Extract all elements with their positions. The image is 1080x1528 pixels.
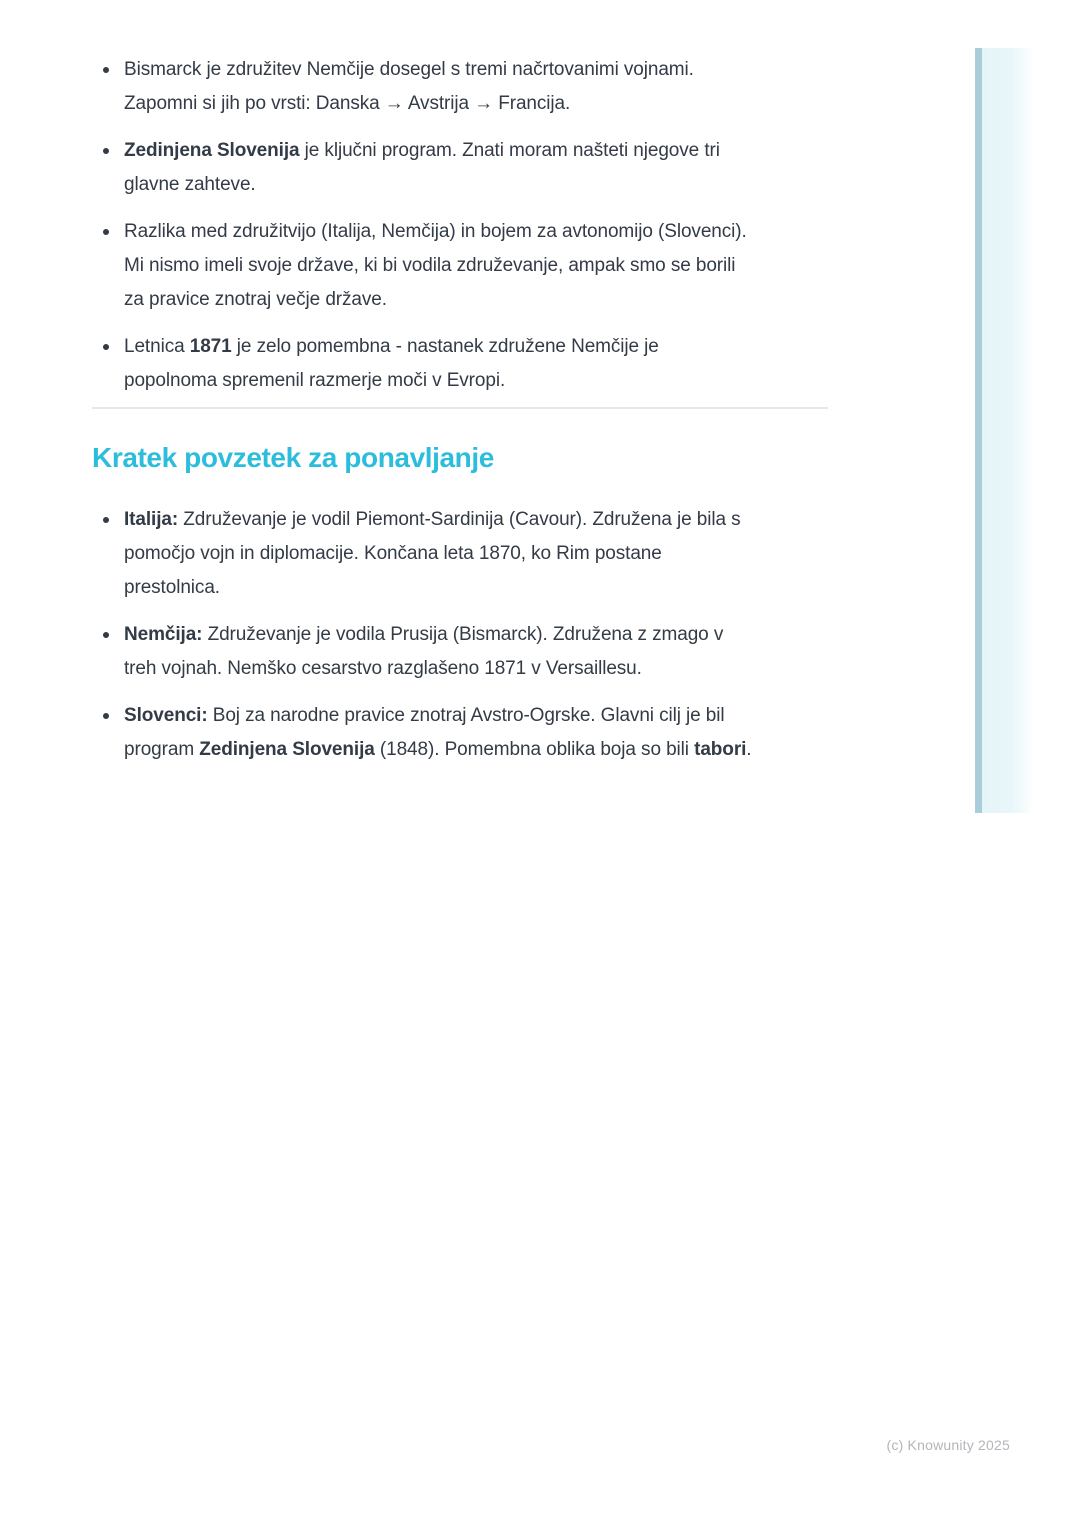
text-line xyxy=(124,652,832,686)
list-item xyxy=(92,330,832,398)
text-line xyxy=(124,283,832,317)
bold-text-segment: Italija: xyxy=(124,509,179,530)
summary-heading: Kratek povzetek za ponavljanje xyxy=(92,442,494,473)
list-item xyxy=(92,134,832,202)
summary-list xyxy=(92,503,832,767)
text-segment: (1848). Pomembna oblika boja so bili xyxy=(374,739,695,760)
list-item xyxy=(92,215,832,317)
text-line xyxy=(124,699,832,733)
text-line xyxy=(124,168,832,202)
text-segment: Zapomni si jih po vrsti: Danska → Avstrija → Francija. xyxy=(124,93,571,114)
text-line xyxy=(124,215,832,249)
text-segment: je ključni program. Znati moram našteti njegove tri xyxy=(299,140,720,161)
side-accent-line xyxy=(975,48,982,813)
text-segment: Razlika med združitvijo (Italija, Nemčija) in bojem za avtonomijo (Slovenci). xyxy=(124,221,747,242)
text-line xyxy=(124,733,832,767)
text-segment: . xyxy=(746,739,752,760)
bold-text-segment: Zedinjena Slovenija xyxy=(124,140,300,161)
bullet-icon xyxy=(103,632,109,638)
text-line xyxy=(124,364,832,398)
text-segment: prestolnica. xyxy=(124,577,220,598)
bold-text-segment: tabori xyxy=(694,739,747,760)
bullet-icon xyxy=(103,67,109,73)
text-segment: za pravice znotraj večje države. xyxy=(124,289,387,310)
list-item-text xyxy=(124,503,832,605)
text-line xyxy=(124,618,832,652)
notes-list xyxy=(92,53,832,398)
document-page-content xyxy=(92,53,832,767)
list-item xyxy=(92,618,832,686)
bullet-icon xyxy=(103,229,109,235)
list-item-text xyxy=(124,134,832,202)
list-item xyxy=(92,53,832,121)
list-item xyxy=(92,503,832,605)
text-segment: popolnoma spremenil razmerje moči v Evropi. xyxy=(124,370,506,391)
text-line xyxy=(124,53,832,87)
text-line xyxy=(124,571,832,605)
list-item-text xyxy=(124,618,832,686)
list-item-text xyxy=(124,53,832,121)
text-line xyxy=(124,503,832,537)
section-divider xyxy=(92,407,828,409)
bullet-icon xyxy=(103,713,109,719)
bold-text-segment: 1871 xyxy=(189,336,232,357)
bold-text-segment: Nemčija: xyxy=(124,624,203,645)
bold-text-segment: Slovenci: xyxy=(124,705,208,726)
text-segment: glavne zahteve. xyxy=(124,174,256,195)
text-segment: Združevanje je vodila Prusija (Bismarck). Združena z zmago v xyxy=(202,624,724,645)
text-segment: Združevanje je vodil Piemont-Sardinija (Cavour). Združena je bila s xyxy=(178,509,741,530)
list-item-text xyxy=(124,699,832,767)
text-segment: treh vojnah. Nemško cesarstvo razglašeno 1871 v Versaillesu. xyxy=(124,658,642,679)
text-segment: Boj za narodne pravice znotraj Avstro-Ogrske. Glavni cilj je bil xyxy=(207,705,725,726)
list-item-text xyxy=(124,330,832,398)
text-line xyxy=(124,134,832,168)
text-segment: je zelo pomembna - nastanek združene Nemčije je xyxy=(231,336,659,357)
list-item xyxy=(92,699,832,767)
bullet-icon xyxy=(103,148,109,154)
bold-text-segment: Zedinjena Slovenija xyxy=(199,739,375,760)
bullet-icon xyxy=(103,344,109,350)
list-item-text xyxy=(124,215,832,317)
text-line xyxy=(124,87,832,121)
text-line xyxy=(124,249,832,283)
text-segment: Letnica xyxy=(124,336,190,357)
text-segment: program xyxy=(124,739,200,760)
copyright-footer: (c) Knowunity 2025 xyxy=(886,1437,1010,1453)
side-accent-bar xyxy=(975,48,1033,813)
bullet-icon xyxy=(103,517,109,523)
text-segment: Bismarck je združitev Nemčije dosegel s tremi načrtovanimi vojnami. xyxy=(124,59,694,80)
text-line xyxy=(124,537,832,571)
text-line xyxy=(124,330,832,364)
text-segment: Mi nismo imeli svoje države, ki bi vodila združevanje, ampak smo se borili xyxy=(124,255,736,276)
text-segment: pomočjo vojn in diplomacije. Končana leta 1870, ko Rim postane xyxy=(124,543,662,564)
